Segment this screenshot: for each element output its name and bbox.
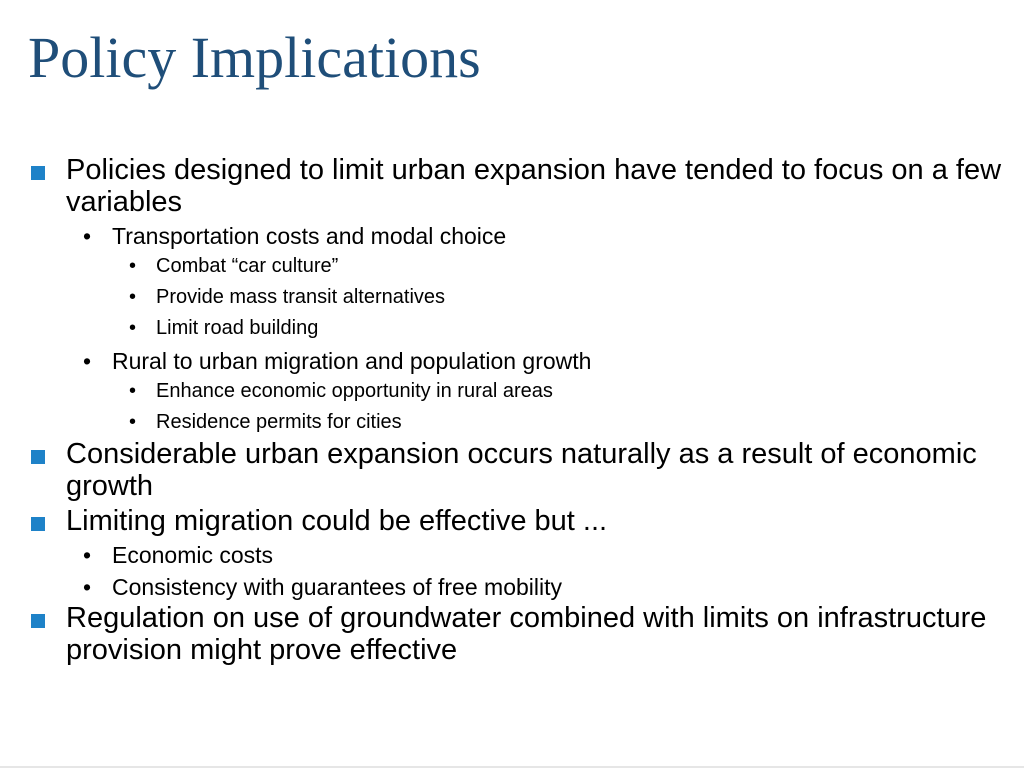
bullet-text: Provide mass transit alternatives [156,286,446,308]
bullet-level2 [28,221,1008,251]
square-bullet-icon [31,517,45,531]
bullet-text: Enhance economic opportunity in rural areas [156,380,553,402]
dot-bullet-icon: • [83,348,92,374]
bullet-level3 [28,251,1008,282]
dot-bullet-icon: • [83,574,92,600]
dot-bullet-icon: • [129,317,137,339]
bullet-text: Residence permits for cities [156,411,402,433]
bullet-level1 [28,154,1008,218]
bullet-level2 [28,346,1008,376]
bullet-text: Economic costs [112,542,274,568]
bullet-level1 [28,438,1008,502]
bullet-text: Rural to urban migration and population growth [112,348,592,374]
slide-body [28,154,1008,669]
bullet-text: Policies designed to limit urban expansion have tended to focus on a few variables [66,154,1002,218]
bullet-text: Limiting migration could be effective but ... [66,505,608,537]
dot-bullet-icon: • [129,380,137,402]
dot-bullet-icon: • [129,255,137,277]
bullet-level3 [28,376,1008,407]
square-bullet-icon [31,614,45,628]
bullet-level3 [28,313,1008,344]
dot-bullet-icon: • [83,542,92,568]
bullet-text: Limit road building [156,317,319,339]
bullet-text: Considerable urban expansion occurs naturally as a result of economic growth [66,438,977,502]
bullet-text: Transportation costs and modal choice [112,223,507,249]
dot-bullet-icon: • [83,223,92,249]
bullet-text: Consistency with guarantees of free mobility [112,574,562,600]
dot-bullet-icon: • [129,286,137,308]
square-bullet-icon [31,166,45,180]
bullet-level2 [28,540,1008,570]
bullet-level1 [28,505,1008,537]
square-bullet-icon [31,450,45,464]
bullet-level3 [28,282,1008,313]
slide-title: Policy Implications [28,25,481,90]
dot-bullet-icon: • [129,411,137,433]
bullet-level1 [28,602,1008,666]
bullet-level3 [28,407,1008,438]
bullet-level2 [28,572,1008,602]
bullet-text: Combat “car culture” [156,255,339,277]
bullet-text: Regulation on use of groundwater combined with limits on infrastructure provision might prove effective [66,602,987,666]
